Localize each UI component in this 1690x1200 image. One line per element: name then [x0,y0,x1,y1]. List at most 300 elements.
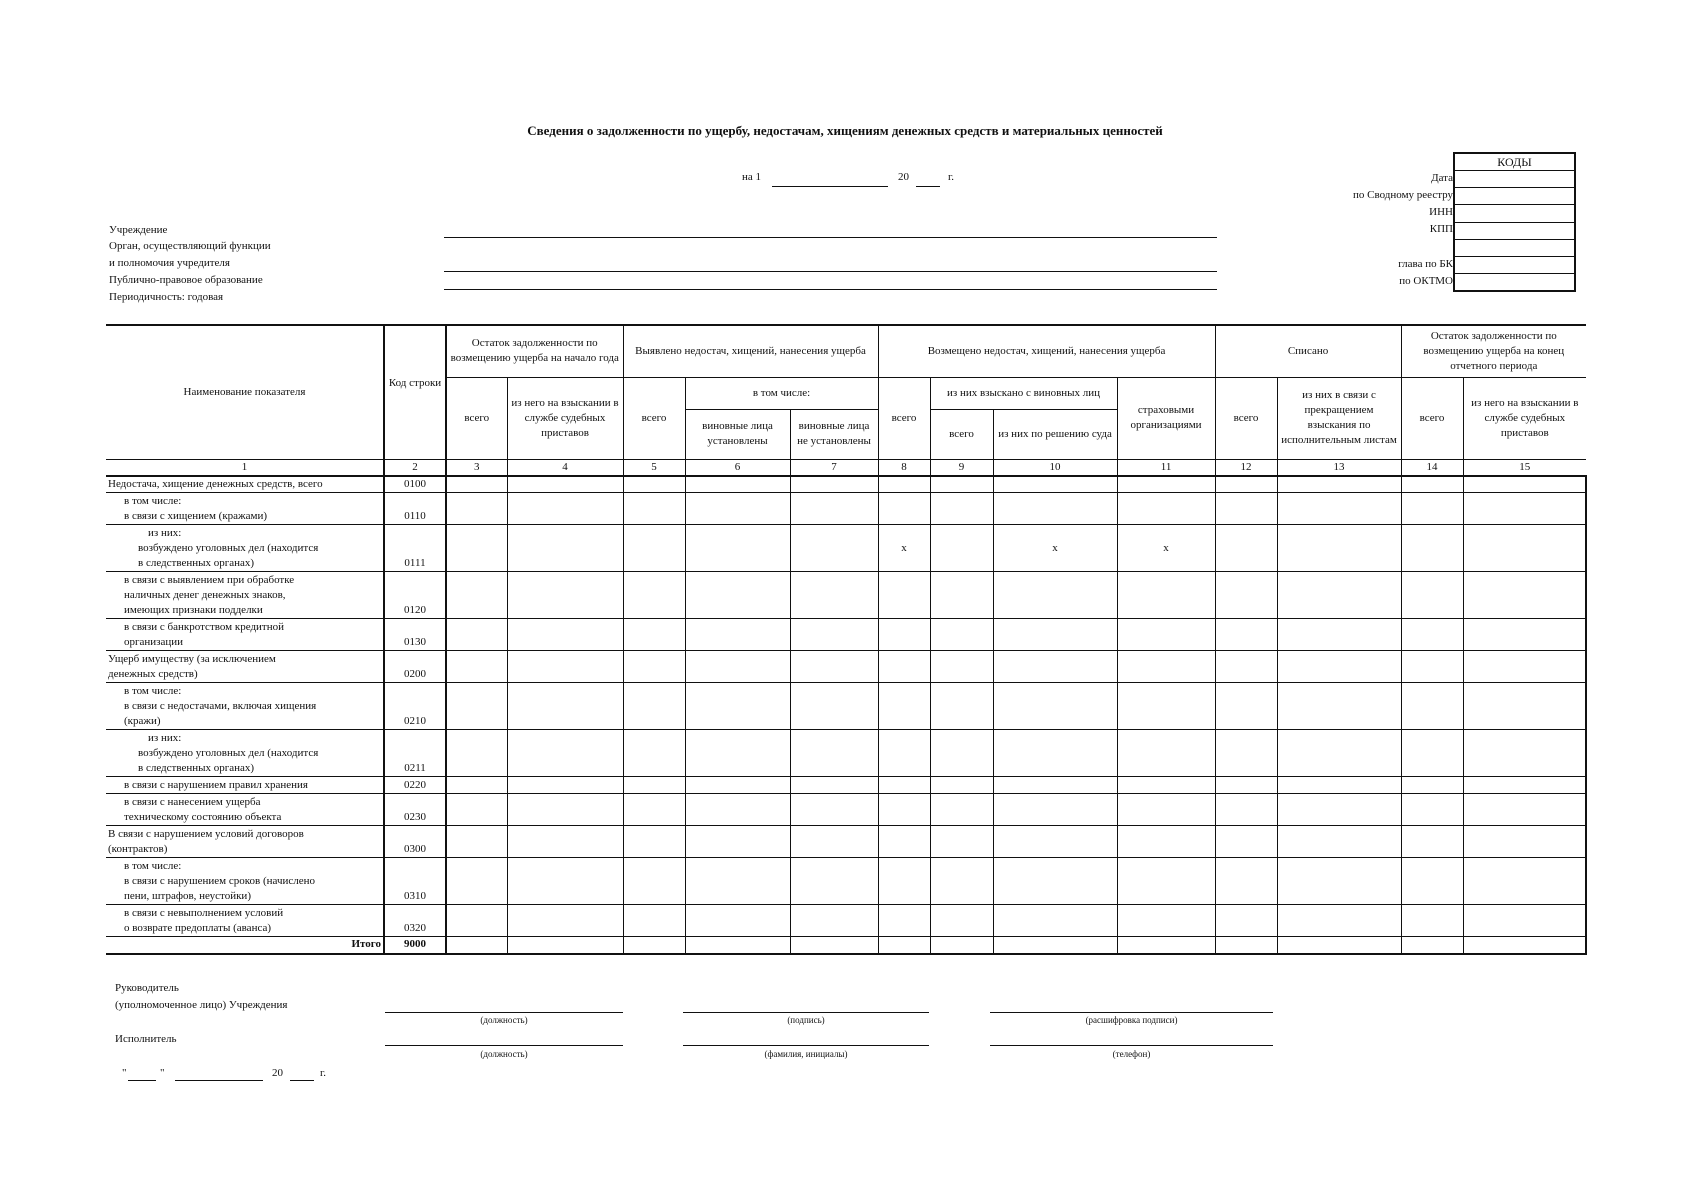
row-name [106,476,384,493]
data-cell[interactable] [507,619,623,651]
data-cell[interactable] [446,794,507,826]
data-cell[interactable] [1117,858,1215,905]
row-name-line: возбуждено уголовных дел (находится [138,747,319,759]
data-cell[interactable] [930,794,993,826]
code-cell-oktmo[interactable] [1455,274,1574,290]
data-cell[interactable] [1117,651,1215,683]
data-cell[interactable] [446,826,507,858]
data-cell[interactable] [993,858,1117,905]
data-cell[interactable] [1277,905,1401,937]
data-cell[interactable] [790,858,878,905]
data-cell[interactable] [446,651,507,683]
data-cell[interactable] [623,572,685,619]
data-cell[interactable] [878,476,930,493]
data-cell[interactable] [930,619,993,651]
data-cell[interactable] [1463,858,1586,905]
data-cell[interactable] [1401,572,1463,619]
data-cell[interactable] [507,905,623,937]
data-cell[interactable] [685,826,790,858]
data-cell[interactable] [685,905,790,937]
data-cell[interactable] [1277,826,1401,858]
header-g4-total: всего [1215,377,1277,459]
data-cell[interactable] [1215,826,1277,858]
data-cell[interactable] [993,619,1117,651]
row-name-line: в следственных органах) [138,557,255,569]
executor-phone-line[interactable] [990,1045,1273,1046]
row-code: 0210 [384,683,446,730]
data-cell[interactable] [446,905,507,937]
data-cell[interactable] [446,683,507,730]
row-code: 0220 [384,777,446,794]
column-number: 5 [623,459,685,476]
data-cell[interactable] [1463,794,1586,826]
sign-date-year-field[interactable] [290,1080,314,1081]
data-cell[interactable] [623,683,685,730]
code-label-bk: глава по БК [1398,258,1453,270]
data-cell[interactable] [1277,619,1401,651]
data-cell[interactable] [1215,493,1277,525]
table-row [106,794,1586,826]
data-cell[interactable] [930,730,993,777]
data-cell[interactable] [878,619,930,651]
sign-date-quote-open: " [122,1067,127,1079]
signature-head-label-2: (уполномоченное лицо) Учреждения [115,999,288,1011]
header-g5-bailiffs: из него на взыскании в службе судебных приставов [1463,377,1586,459]
data-cell[interactable] [1401,651,1463,683]
column-number: 14 [1401,459,1463,476]
row-name-line: в том числе: [124,495,182,507]
total-cell[interactable] [446,937,507,954]
data-cell[interactable] [623,858,685,905]
total-cell[interactable] [623,937,685,954]
header-g4-writs: из них в связи с прекращением взыскания по исполнительным листам [1277,377,1401,459]
data-cell[interactable] [623,493,685,525]
institution-field[interactable] [444,237,1217,238]
data-cell[interactable] [1117,794,1215,826]
data-cell[interactable] [878,572,930,619]
data-cell[interactable] [1463,730,1586,777]
label-founder-organ-2: и полномочия учредителя [109,257,230,269]
data-cell[interactable] [1277,572,1401,619]
row-code: 0230 [384,794,446,826]
data-cell[interactable] [930,777,993,794]
data-cell[interactable] [790,905,878,937]
data-cell[interactable] [685,777,790,794]
table-row [106,683,1586,730]
column-number: 4 [507,459,623,476]
data-cell[interactable] [1215,683,1277,730]
total-cell[interactable] [790,937,878,954]
data-cell[interactable] [790,777,878,794]
data-cell[interactable] [1463,476,1586,493]
header-g2-including: в том числе: [685,377,878,409]
executor-position-line[interactable] [385,1045,623,1046]
data-cell[interactable] [1277,525,1401,572]
data-cell[interactable] [1401,905,1463,937]
data-cell[interactable] [930,858,993,905]
data-cell[interactable] [930,572,993,619]
data-cell[interactable] [1401,525,1463,572]
row-name-line: возбуждено уголовных дел (находится [138,542,319,554]
data-cell[interactable] [1215,858,1277,905]
data-cell[interactable] [930,476,993,493]
data-cell[interactable] [1117,826,1215,858]
row-name [106,493,384,525]
date-prefix: на 1 [742,171,762,183]
data-cell[interactable] [993,730,1117,777]
data-cell[interactable] [993,493,1117,525]
total-cell[interactable] [1277,937,1401,954]
head-position-line[interactable] [385,1012,623,1013]
data-cell[interactable] [685,794,790,826]
data-cell[interactable] [993,777,1117,794]
data-cell[interactable] [790,730,878,777]
column-number: 8 [878,459,930,476]
label-periodicity: Периодичность: годовая [109,291,224,303]
total-cell[interactable] [1117,937,1215,954]
data-cell[interactable] [507,794,623,826]
data-cell[interactable] [446,493,507,525]
signature-head-label-1: Руководитель [115,982,179,994]
header-g2-guilty-unknown: виновные лица не установлены [790,409,878,459]
row-name-line: организации [124,636,184,648]
data-cell[interactable] [930,826,993,858]
data-cell[interactable] [993,826,1117,858]
header-g2-total: всего [623,377,685,459]
code-cell-registry[interactable] [1455,188,1574,205]
caption-head-signature: (подпись) [787,1015,825,1025]
data-cell[interactable] [1215,619,1277,651]
total-cell[interactable] [1215,937,1277,954]
data-cell[interactable] [1277,794,1401,826]
data-cell[interactable] [507,858,623,905]
row-name [106,525,384,572]
data-cell[interactable] [446,572,507,619]
row-name-line: денежных средств) [108,668,198,680]
data-cell[interactable] [685,730,790,777]
data-cell[interactable] [993,683,1117,730]
data-cell[interactable] [993,905,1117,937]
data-cell[interactable] [878,794,930,826]
data-cell[interactable] [623,525,685,572]
data-cell[interactable] [1463,619,1586,651]
header-group-detected: Выявлено недостач, хищений, нанесения ущерба [623,325,878,377]
signature-executor-label: Исполнитель [115,1033,177,1045]
column-number: 7 [790,459,878,476]
sign-date-year-prefix: 20 [272,1067,283,1079]
head-signature-line[interactable] [683,1012,929,1013]
data-cell[interactable] [1463,683,1586,730]
data-cell[interactable] [1401,858,1463,905]
data-cell[interactable] [507,476,623,493]
column-number: 10 [993,459,1117,476]
data-cell[interactable] [1277,476,1401,493]
data-cell[interactable] [930,905,993,937]
data-cell[interactable] [790,826,878,858]
label-institution: Учреждение [109,224,168,236]
data-cell[interactable] [446,525,507,572]
row-code: 0100 [384,476,446,493]
data-cell[interactable] [1215,525,1277,572]
data-cell[interactable] [623,777,685,794]
debt-table [106,324,1587,955]
data-cell[interactable] [1463,905,1586,937]
header-g3-total: всего [878,377,930,459]
data-cell[interactable] [685,493,790,525]
data-cell[interactable] [685,619,790,651]
data-cell[interactable] [993,794,1117,826]
row-code: 0200 [384,651,446,683]
data-cell[interactable] [1277,858,1401,905]
table-row [106,619,1586,651]
data-cell[interactable] [1463,525,1586,572]
row-name-line: Ущерб имуществу (за исключением [108,653,276,665]
executor-name-line[interactable] [683,1045,929,1046]
data-cell[interactable] [685,476,790,493]
data-cell[interactable] [1277,683,1401,730]
data-cell[interactable] [507,525,623,572]
data-cell[interactable] [507,777,623,794]
data-cell[interactable] [1277,777,1401,794]
header-g3-insurers: страховыми организациями [1117,377,1215,459]
data-cell[interactable] [790,794,878,826]
row-name-line: в связи с нарушением правил хранения [124,779,308,791]
header-g1-total: всего [446,377,507,459]
data-cell[interactable] [878,683,930,730]
total-cell[interactable] [878,937,930,954]
row-name-line: в том числе: [124,860,182,872]
total-cell[interactable] [993,937,1117,954]
row-name-line: в связи с недостачами, включая хищения [124,700,317,712]
data-cell[interactable] [1117,730,1215,777]
code-label-oktmo: по ОКТМО [1399,275,1453,287]
data-cell[interactable] [993,572,1117,619]
data-cell[interactable] [623,730,685,777]
data-cell[interactable] [446,730,507,777]
total-cell[interactable] [507,937,623,954]
data-cell[interactable] [507,826,623,858]
header-g5-total: всего [1401,377,1463,459]
data-cell[interactable] [878,905,930,937]
sign-date-year-suffix: г. [320,1067,327,1079]
row-name-line: В связи с нарушением условий договоров [108,828,304,840]
data-cell[interactable] [446,619,507,651]
row-name-line: о возврате предоплаты (аванса) [124,922,272,934]
row-name [106,826,384,858]
row-name-line: в связи с хищением (кражами) [124,510,268,522]
data-cell[interactable] [1401,493,1463,525]
header-code: Код строки [384,325,446,459]
data-cell[interactable] [1277,651,1401,683]
data-cell[interactable] [993,651,1117,683]
table-row [106,730,1586,777]
column-number: 13 [1277,459,1401,476]
table-row [106,493,1586,525]
founder-organ-field[interactable] [444,271,1217,272]
data-cell[interactable] [685,572,790,619]
total-cell[interactable] [1463,937,1586,954]
total-row [106,937,1586,954]
data-cell[interactable] [623,794,685,826]
header-group-written-off: Списано [1215,325,1401,377]
table-row [106,905,1586,937]
data-cell[interactable] [623,905,685,937]
total-cell[interactable] [1401,937,1463,954]
row-name-line: в связи с выявлением при обработке [124,574,295,586]
sign-date-month-field[interactable] [175,1080,263,1081]
codes-box [1453,152,1576,292]
column-number: 6 [685,459,790,476]
document-title: Сведения о задолженности по ущербу, недостачам, хищениям денежных средств и материальных ценностей [527,123,1163,138]
data-cell[interactable] [1215,777,1277,794]
data-cell[interactable] [1401,683,1463,730]
row-name [106,683,384,730]
date-year-suffix: г. [948,171,955,183]
data-cell[interactable] [685,651,790,683]
data-cell[interactable] [685,525,790,572]
caption-executor-phone: (телефон) [1112,1049,1151,1059]
data-cell[interactable] [1117,619,1215,651]
data-cell[interactable] [623,619,685,651]
data-cell[interactable] [878,777,930,794]
row-name-line: в связи с нанесением ущерба [124,796,261,808]
data-cell[interactable] [685,683,790,730]
data-cell[interactable] [1463,826,1586,858]
header-g3-collected-total: всего [930,409,993,459]
header-g2-guilty-known: виновные лица установлены [685,409,790,459]
data-cell[interactable] [790,572,878,619]
data-cell[interactable] [1215,651,1277,683]
data-cell[interactable] [1277,730,1401,777]
data-cell[interactable] [930,493,993,525]
caption-head-position: (должность) [480,1015,528,1025]
data-cell[interactable] [507,572,623,619]
data-cell[interactable] [1215,905,1277,937]
date-day-month-field[interactable] [772,186,888,187]
data-cell[interactable] [1117,905,1215,937]
date-year-prefix: 20 [898,171,909,183]
header-g3-court: из них по решению суда [993,409,1117,459]
data-cell[interactable] [446,858,507,905]
data-cell[interactable] [1117,476,1215,493]
sign-date-day-field[interactable] [128,1080,156,1081]
column-number: 3 [446,459,507,476]
total-cell[interactable] [685,937,790,954]
table-row [106,572,1586,619]
head-signature-decoding-line[interactable] [990,1012,1273,1013]
code-cell-date[interactable] [1455,171,1574,188]
data-cell[interactable] [1401,777,1463,794]
data-cell[interactable] [1215,730,1277,777]
data-cell[interactable] [685,858,790,905]
data-cell[interactable] [993,476,1117,493]
data-cell[interactable] [1463,651,1586,683]
row-name-line: техническому состоянию объекта [124,811,282,823]
code-cell-blank[interactable] [1455,240,1574,257]
data-cell[interactable] [878,826,930,858]
data-cell[interactable] [1463,777,1586,794]
total-cell[interactable] [930,937,993,954]
table-row [106,525,1586,572]
column-number: 9 [930,459,993,476]
row-name-line: в том числе: [124,685,182,697]
row-name-line: наличных денег денежных знаков, [124,589,286,601]
data-cell[interactable] [446,777,507,794]
row-name-line: (кражи) [124,715,161,727]
row-code: 0211 [384,730,446,777]
code-cell-kpp[interactable] [1455,223,1574,240]
data-cell[interactable] [507,493,623,525]
data-cell[interactable] [790,476,878,493]
row-code: 0320 [384,905,446,937]
data-cell[interactable] [623,651,685,683]
row-name [106,619,384,651]
data-cell[interactable] [930,683,993,730]
data-cell[interactable] [790,619,878,651]
data-cell[interactable] [446,476,507,493]
data-cell[interactable] [1215,794,1277,826]
data-cell[interactable] [1401,619,1463,651]
row-name [106,794,384,826]
data-cell[interactable] [1277,493,1401,525]
code-cell-inn[interactable] [1455,205,1574,222]
data-cell[interactable] [1117,683,1215,730]
data-cell[interactable] [1463,493,1586,525]
data-cell[interactable] [1117,493,1215,525]
data-cell[interactable] [790,651,878,683]
date-year-field[interactable] [916,186,940,187]
header-name: Наименование показателя [106,325,384,459]
data-cell[interactable] [1215,572,1277,619]
data-cell[interactable] [1401,794,1463,826]
column-number: 2 [384,459,446,476]
row-name [106,572,384,619]
row-code: 0110 [384,493,446,525]
data-cell[interactable] [1117,572,1215,619]
row-name-line: из них: [148,527,182,539]
data-cell[interactable] [1401,476,1463,493]
table-row [106,777,1586,794]
public-entity-field[interactable] [444,289,1217,290]
total-code: 9000 [384,937,446,954]
data-cell[interactable] [507,683,623,730]
data-cell[interactable] [1401,730,1463,777]
data-cell[interactable] [878,858,930,905]
data-cell[interactable] [507,651,623,683]
data-cell[interactable] [790,525,878,572]
not-applicable-mark: x [878,525,930,572]
data-cell[interactable] [623,826,685,858]
row-name-line: из них: [148,732,182,744]
row-name-line: в связи с нарушением сроков (начислено [124,875,316,887]
data-cell[interactable] [790,493,878,525]
data-cell[interactable] [1463,572,1586,619]
data-cell[interactable] [1401,826,1463,858]
data-cell[interactable] [878,493,930,525]
data-cell[interactable] [623,476,685,493]
data-cell[interactable] [930,525,993,572]
data-cell[interactable] [878,651,930,683]
data-cell[interactable] [1117,777,1215,794]
column-number: 1 [106,459,384,476]
data-cell[interactable] [507,730,623,777]
data-cell[interactable] [878,730,930,777]
row-code: 0130 [384,619,446,651]
code-cell-bk[interactable] [1455,257,1574,274]
data-cell[interactable] [930,651,993,683]
data-cell[interactable] [1215,476,1277,493]
data-cell[interactable] [790,683,878,730]
